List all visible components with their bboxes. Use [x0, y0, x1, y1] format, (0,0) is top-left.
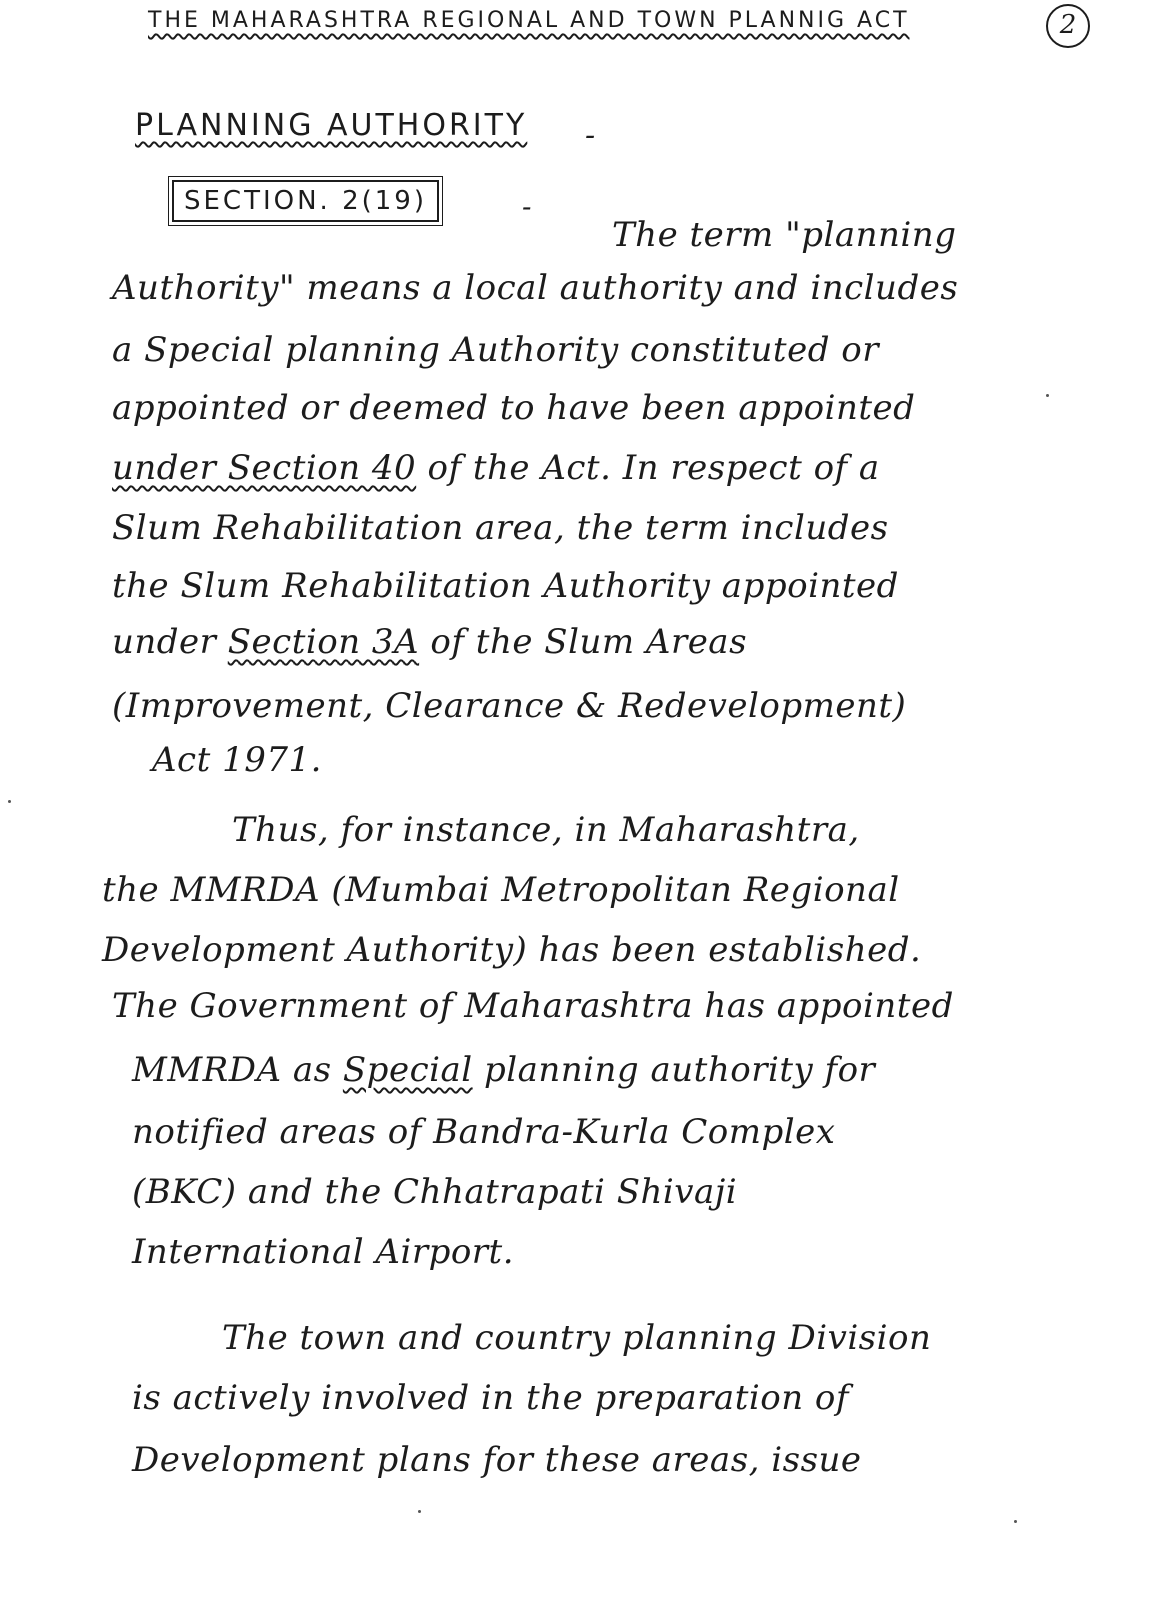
scan-speck — [418, 1510, 421, 1513]
heading-dash: - — [585, 118, 596, 153]
para1-line-6: Slum Rehabilitation area, the term includes — [112, 508, 889, 548]
scan-speck — [8, 800, 11, 803]
para2-line-5: MMRDA as Special planning authority for — [132, 1050, 876, 1090]
document-title: THE MAHARASHTRA REGIONAL AND TOWN PLANNIG ACT — [148, 8, 910, 33]
para2-line-8: International Airport. — [132, 1232, 515, 1272]
para1-line-8: under Section 3A of the Slum Areas — [112, 622, 748, 662]
para2-line-3: Development Authority) has been established. — [102, 930, 922, 970]
para1-line-7: the Slum Rehabilitation Authority appointed — [112, 566, 899, 606]
para3-line-3: Development plans for these areas, issue — [132, 1440, 862, 1480]
para2-line-2: the MMRDA (Mumbai Metropolitan Regional — [102, 870, 900, 910]
section-reference-box: SECTION. 2(19) — [172, 180, 439, 222]
para2-line-4: The Government of Maharashtra has appointed — [112, 986, 954, 1026]
para1-line-4: appointed or deemed to have been appointed — [112, 388, 916, 428]
para2-line-1: Thus, for instance, in Maharashtra, — [232, 810, 860, 850]
scan-speck — [1046, 394, 1049, 397]
page-number: 2 — [1046, 4, 1090, 48]
para2-line-7: (BKC) and the Chhatrapati Shivaji — [132, 1172, 738, 1212]
section-3a-reference: Section 3A — [227, 622, 420, 662]
para3-line-1: The town and country planning Division — [222, 1318, 932, 1358]
section-heading: PLANNING AUTHORITY — [135, 108, 528, 143]
para1-line-10: Act 1971. — [152, 740, 322, 780]
para2-line-6: notified areas of Bandra-Kurla Complex — [132, 1112, 836, 1152]
special-underlined: Special — [342, 1050, 473, 1090]
section-40-reference: under Section 40 — [112, 448, 417, 488]
para3-line-2: is actively involved in the preparation of — [132, 1378, 849, 1418]
para1-line-3: a Special planning Authority constituted or — [112, 330, 879, 370]
para1-line-9: (Improvement, Clearance & Redevelopment) — [112, 686, 907, 726]
para1-line-1: The term "planning — [612, 215, 957, 255]
para1-line-2: Authority" means a local authority and includes — [112, 268, 959, 308]
para1-line-5: under Section 40 of the Act. In respect of a — [112, 448, 880, 488]
scan-speck — [1014, 1520, 1017, 1523]
section-dash: - — [522, 190, 532, 223]
